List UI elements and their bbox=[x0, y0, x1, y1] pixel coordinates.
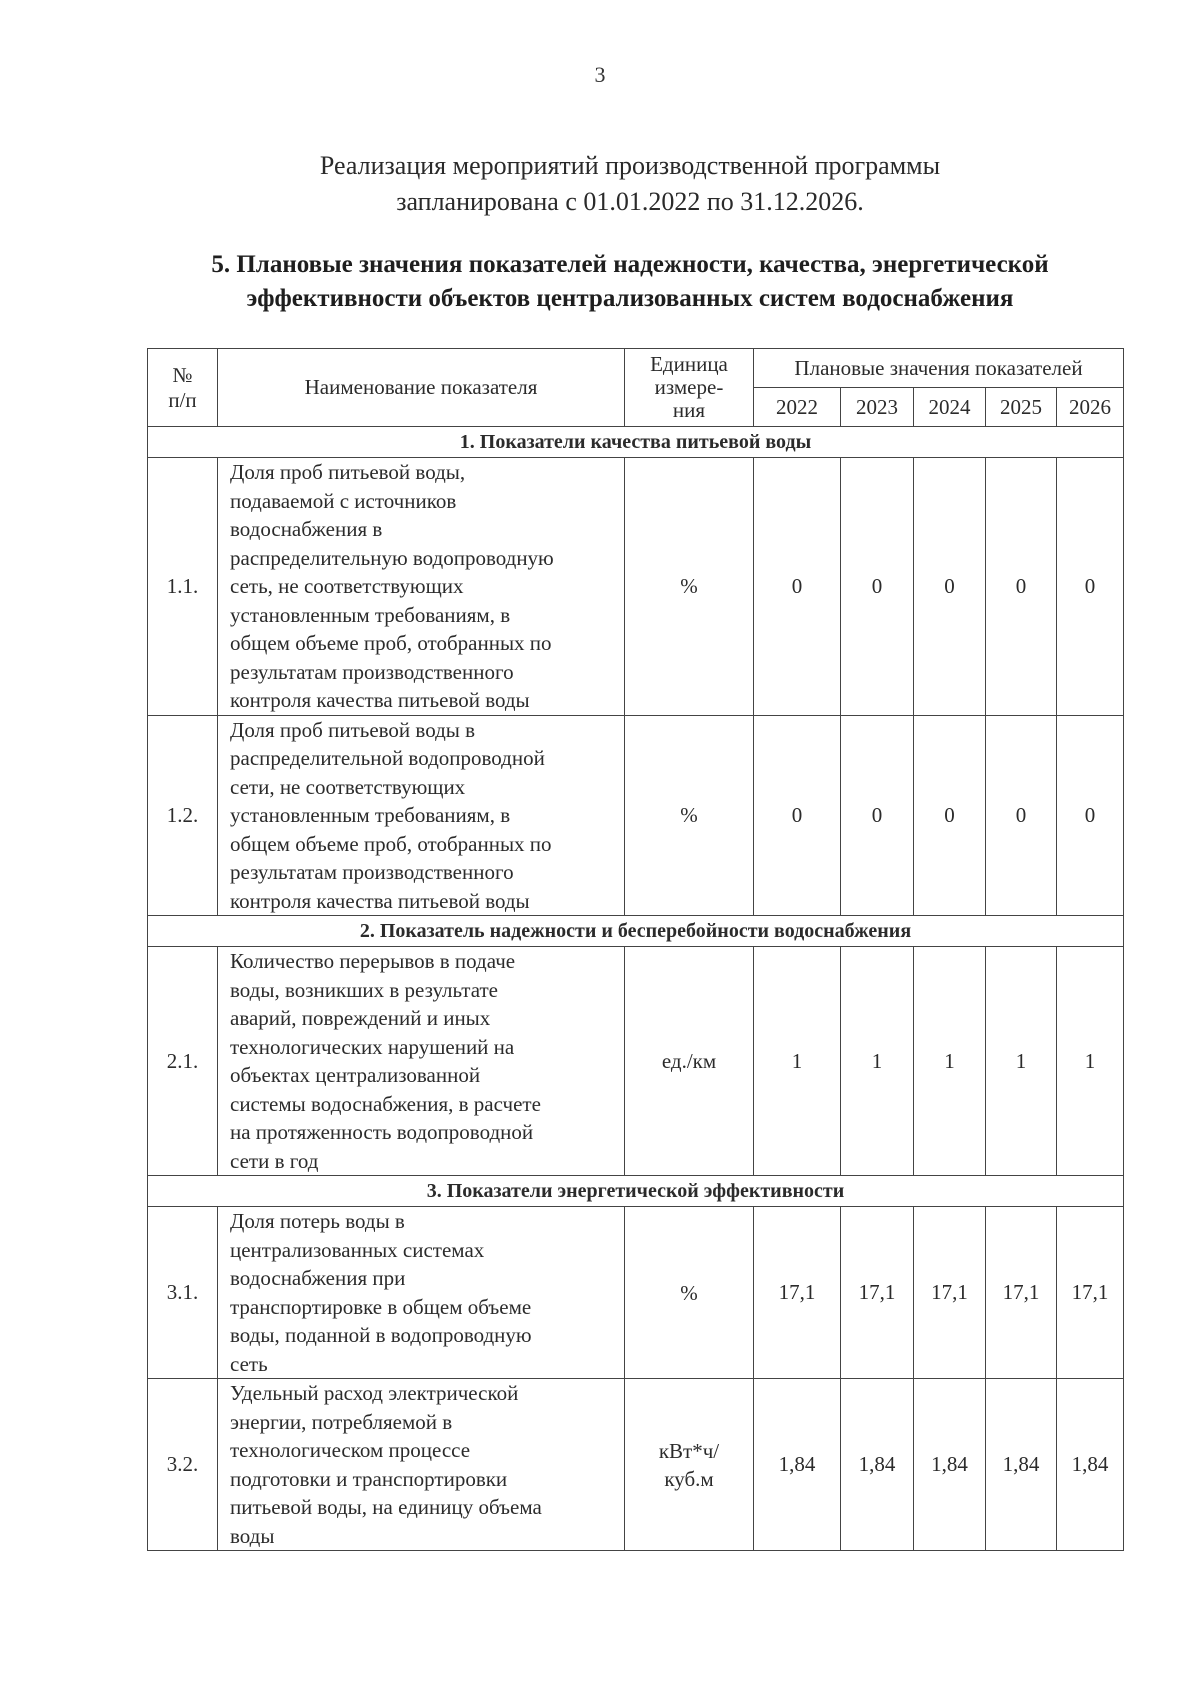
indicator-name-line: на протяженность водопроводной bbox=[230, 1120, 534, 1144]
header-unit-line: измере- bbox=[654, 375, 724, 399]
planned-value: 1 bbox=[1057, 947, 1124, 1176]
unit-line: куб.м bbox=[664, 1466, 714, 1491]
table-row bbox=[148, 458, 1124, 716]
planned-value: 17,1 bbox=[754, 1207, 841, 1379]
planned-value: 17,1 bbox=[986, 1207, 1057, 1379]
indicator-name-line: воды, возникших в результате bbox=[230, 977, 499, 1002]
table-row bbox=[148, 947, 1124, 1176]
indicator-name-line: Доля потерь воды в bbox=[230, 1209, 405, 1233]
intro-paragraph bbox=[150, 148, 1110, 220]
indicator-name bbox=[218, 715, 625, 916]
group-header-row bbox=[148, 427, 1124, 458]
planned-value: 0 bbox=[914, 715, 986, 916]
indicator-name-line: установленным требованиям, в bbox=[230, 803, 511, 827]
header-year: 2023 bbox=[841, 388, 914, 427]
unit-line: % bbox=[680, 803, 698, 828]
row-number: 3.1. bbox=[148, 1207, 218, 1379]
planned-value: 17,1 bbox=[841, 1207, 914, 1379]
planned-value: 1,84 bbox=[841, 1379, 914, 1551]
header-planned-values: Плановые значения показателей bbox=[754, 349, 1124, 388]
indicator-name bbox=[218, 1379, 625, 1551]
indicator-name bbox=[218, 1207, 625, 1379]
indicator-name-line: подготовки и транспортировки bbox=[230, 1466, 508, 1491]
indicator-name-line: системы водоснабжения, в расчете bbox=[230, 1091, 541, 1116]
section-title bbox=[140, 248, 1120, 316]
group-title: 1. Показатели качества питьевой воды bbox=[148, 427, 1124, 458]
indicator-name-line: контроля качества питьевой воды bbox=[230, 688, 530, 712]
group-title: 3. Показатели энергетической эффективности bbox=[148, 1176, 1124, 1207]
section-title-line: эффективности объектов централизованных систем водоснабжения bbox=[246, 285, 1014, 312]
intro-line: запланирована с 01.01.2022 по 31.12.2026. bbox=[396, 187, 864, 216]
table-row bbox=[148, 1207, 1124, 1379]
planned-value: 17,1 bbox=[914, 1207, 986, 1379]
row-number: 3.2. bbox=[148, 1379, 218, 1551]
indicator-name-line: технологическом процессе bbox=[230, 1438, 471, 1462]
row-number: 1.2. bbox=[148, 715, 218, 916]
indicator-name-line: аварий, повреждений и иных bbox=[230, 1006, 491, 1030]
planned-value: 1,84 bbox=[1057, 1379, 1124, 1551]
unit-cell bbox=[625, 715, 754, 916]
indicator-name-line: объектах централизованной bbox=[230, 1063, 481, 1087]
planned-value: 0 bbox=[754, 458, 841, 716]
header-unit bbox=[625, 349, 754, 427]
indicator-name-line: общем объеме проб, отобранных по bbox=[230, 631, 552, 655]
indicator-name-line: водоснабжения в bbox=[230, 517, 383, 541]
indicator-name-line: установленным требованиям, в bbox=[230, 602, 511, 627]
indicator-name-line: питьевой воды, на единицу объема bbox=[230, 1495, 542, 1519]
indicator-name-line: воды bbox=[230, 1523, 275, 1548]
table-row bbox=[148, 1379, 1124, 1551]
planned-value: 0 bbox=[986, 715, 1057, 916]
section-title-line: 5. Плановые значения показателей надежности, качества, энергетической bbox=[211, 251, 1049, 278]
indicator-name bbox=[218, 458, 625, 716]
table-row bbox=[148, 715, 1124, 916]
indicator-name-line: воды, поданной в водопроводную bbox=[230, 1323, 532, 1347]
unit-line: ед./км bbox=[661, 1049, 717, 1073]
indicator-name-line: результатам производственного bbox=[230, 659, 514, 684]
header-year: 2026 bbox=[1057, 388, 1124, 427]
unit-line: кВт*ч/ bbox=[658, 1438, 720, 1463]
unit-cell bbox=[625, 1379, 754, 1551]
indicator-name-line: распределительной водопроводной bbox=[230, 746, 545, 770]
page-number: 3 bbox=[594, 62, 606, 87]
indicator-name-line: технологических нарушений на bbox=[230, 1034, 515, 1059]
planned-value: 0 bbox=[841, 715, 914, 916]
unit-cell bbox=[625, 1207, 754, 1379]
table-body bbox=[148, 427, 1124, 1551]
planned-value: 0 bbox=[1057, 715, 1124, 916]
planned-value: 0 bbox=[914, 458, 986, 716]
unit-cell bbox=[625, 458, 754, 716]
unit-line: % bbox=[680, 574, 698, 599]
group-header-row bbox=[148, 916, 1124, 947]
indicator-name-line: централизованных системах bbox=[230, 1237, 485, 1262]
intro-line: Реализация мероприятий производственной программы bbox=[319, 151, 941, 180]
indicator-name-line: общем объеме проб, отобранных по bbox=[230, 831, 552, 856]
indicator-name-line: сети в год bbox=[230, 1148, 319, 1173]
header-year: 2022 bbox=[754, 388, 841, 427]
planned-value: 1 bbox=[841, 947, 914, 1176]
indicator-name-line: распределительную водопроводную bbox=[230, 545, 554, 570]
group-title: 2. Показатель надежности и бесперебойности водоснабжения bbox=[148, 916, 1124, 947]
indicator-name-line: сеть, не соответствующих bbox=[230, 574, 464, 598]
header-unit-line: ния bbox=[672, 398, 706, 422]
indicator-name-line: водоснабжения при bbox=[230, 1266, 406, 1290]
planned-value: 0 bbox=[986, 458, 1057, 716]
indicator-name bbox=[218, 947, 625, 1176]
header-number-line: п/п bbox=[168, 387, 197, 412]
indicator-name-line: сети, не соответствующих bbox=[230, 774, 466, 799]
indicator-name-line: Доля проб питьевой воды, bbox=[230, 460, 466, 484]
indicator-name-line: Доля проб питьевой воды в bbox=[230, 717, 476, 742]
row-number: 2.1. bbox=[148, 947, 218, 1176]
header-year: 2024 bbox=[914, 388, 986, 427]
header-number-line: № bbox=[172, 362, 193, 387]
header-unit-line: Единица bbox=[650, 352, 728, 376]
planned-value: 1 bbox=[914, 947, 986, 1176]
unit-cell bbox=[625, 947, 754, 1176]
planned-value: 1 bbox=[986, 947, 1057, 1176]
planned-value: 1 bbox=[754, 947, 841, 1176]
indicator-name-line: энергии, потребляемой в bbox=[230, 1409, 453, 1434]
indicator-name-line: транспортировке в общем объеме bbox=[230, 1294, 532, 1319]
unit-line: % bbox=[680, 1280, 698, 1305]
planned-value: 0 bbox=[841, 458, 914, 716]
header-year: 2025 bbox=[986, 388, 1057, 427]
planned-value: 17,1 bbox=[1057, 1207, 1124, 1379]
header-indicator-name: Наименование показателя bbox=[218, 349, 625, 427]
indicator-name-line: Удельный расход электрической bbox=[230, 1381, 519, 1405]
indicator-name-line: сеть bbox=[230, 1351, 268, 1376]
indicators-table bbox=[147, 348, 1124, 1551]
planned-value: 0 bbox=[754, 715, 841, 916]
header-number bbox=[148, 349, 218, 427]
planned-value: 0 bbox=[1057, 458, 1124, 716]
planned-value: 1,84 bbox=[754, 1379, 841, 1551]
indicator-name-line: Количество перерывов в подаче bbox=[230, 949, 516, 973]
indicator-name-line: результатам производственного bbox=[230, 860, 514, 884]
indicator-name-line: контроля качества питьевой воды bbox=[230, 888, 530, 913]
group-header-row bbox=[148, 1176, 1124, 1207]
planned-value: 1,84 bbox=[914, 1379, 986, 1551]
row-number: 1.1. bbox=[148, 458, 218, 716]
planned-value: 1,84 bbox=[986, 1379, 1057, 1551]
indicator-name-line: подаваемой с источников bbox=[230, 488, 457, 513]
